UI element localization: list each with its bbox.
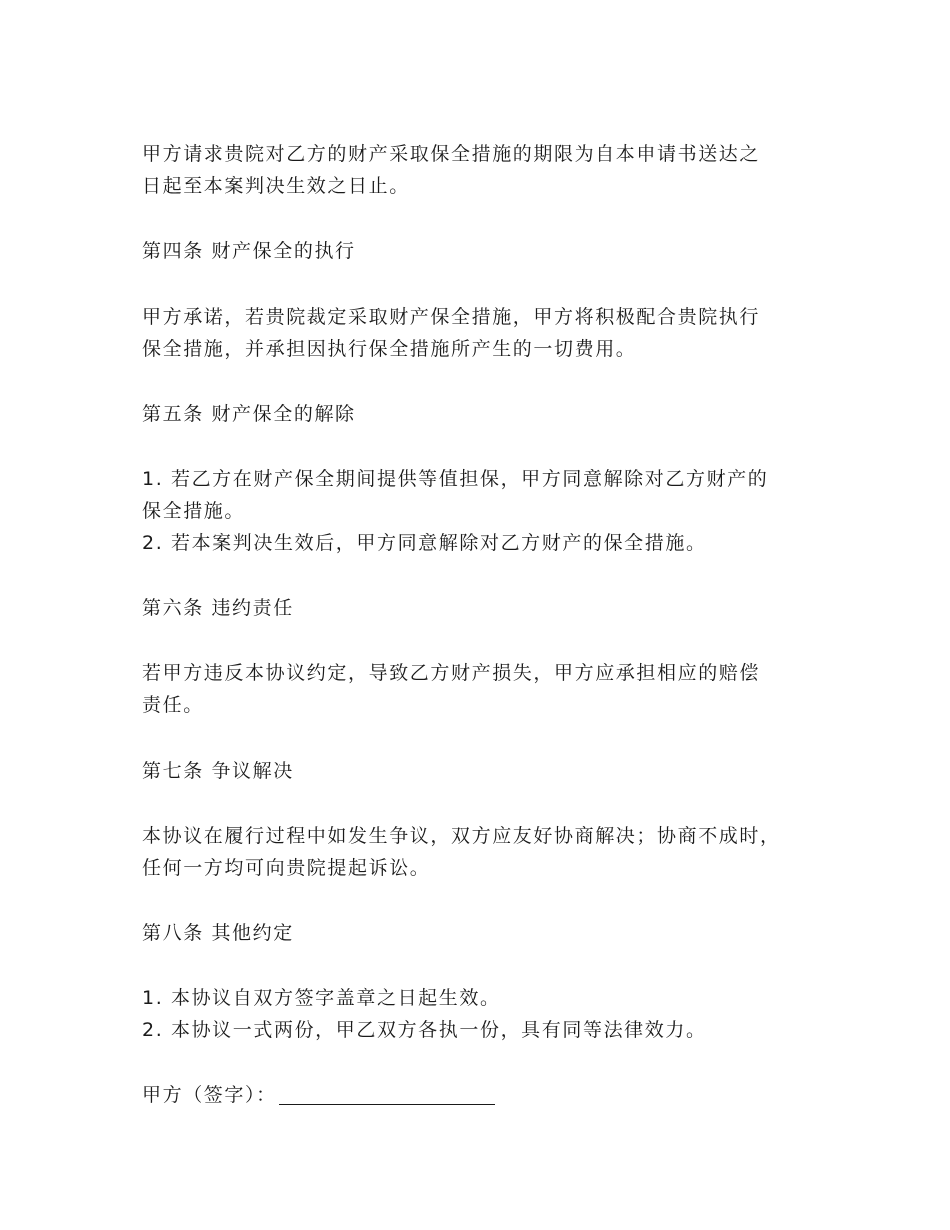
article-5-body [142,463,842,559]
list-item-line: 2. 若本案判决生效后，甲方同意解除对乙方财产的保全措施。 [142,532,707,554]
text-line: 保全措施，并承担因执行保全措施所产生的一切费用。 [142,338,637,360]
signature-blank [279,1082,495,1105]
party-a-signature-label: 甲方（签字）： [142,1084,277,1106]
article-4-body [142,301,842,365]
text-line: 本协议在履行过程中如发生争议，双方应友好协商解决；协商不成时， [142,825,781,847]
article-8-heading [142,917,842,949]
article-6-heading [142,592,842,624]
text-line: 甲方请求贵院对乙方的财产采取保全措施的期限为自本申请书送达之 [142,143,761,165]
list-item-line: 1. 本协议自双方签字盖章之日起生效。 [142,987,501,1009]
section-heading: 第四条 财产保全的执行 [142,240,356,262]
signature-block [142,1079,842,1111]
article-7-body [142,820,842,884]
list-item-line: 1. 若乙方在财产保全期间提供等值担保，甲方同意解除对乙方财产的 [142,468,769,490]
text-line: 若甲方违反本协议约定，导致乙方财产损失，甲方应承担相应的赔偿 [142,662,761,684]
paragraph-preservation-period [142,138,842,202]
article-4-heading [142,235,842,267]
list-item-line: 2. 本协议一式两份，甲乙双方各执一份，具有同等法律效力。 [142,1019,707,1041]
text-line: 责任。 [142,694,204,716]
section-heading: 第五条 财产保全的解除 [142,403,356,425]
party-a-signature-line [142,1079,842,1111]
article-6-body [142,657,842,721]
article-7-heading [142,755,842,787]
text-line: 任何一方均可向贵院提起诉讼。 [142,857,431,879]
list-item-line: 保全措施。 [142,500,246,522]
article-8-body [142,982,842,1046]
text-line: 日起至本案判决生效之日止。 [142,175,410,197]
article-5-heading [142,398,842,430]
section-heading: 第七条 争议解决 [142,760,294,782]
section-heading: 第八条 其他约定 [142,922,294,944]
section-heading: 第六条 违约责任 [142,597,294,619]
text-line: 甲方承诺，若贵院裁定采取财产保全措施，甲方将积极配合贵院执行 [142,306,761,328]
